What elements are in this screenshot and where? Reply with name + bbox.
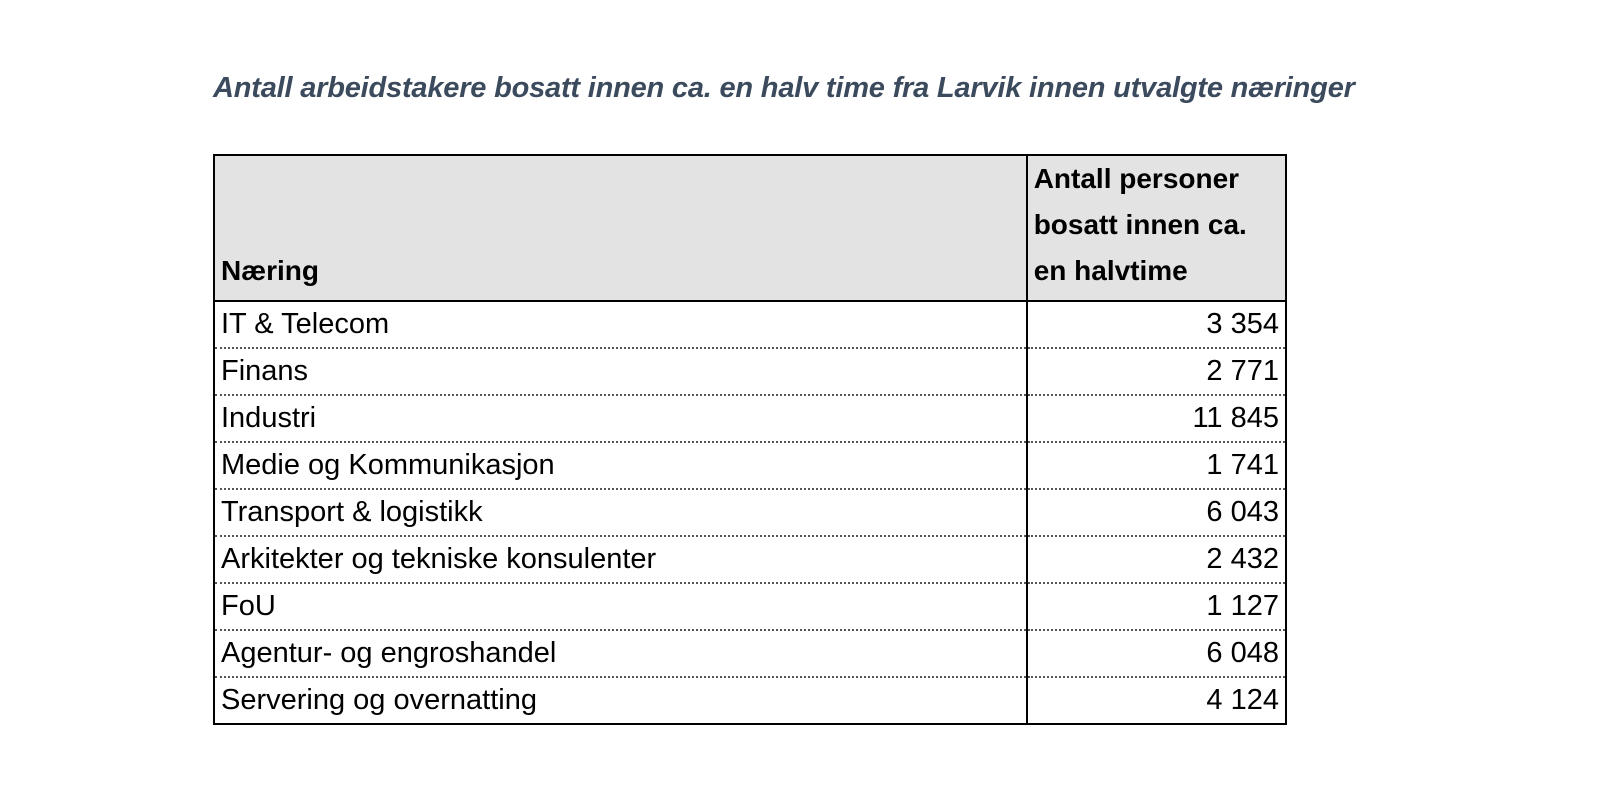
- naering-cell: Agentur- og engroshandel: [214, 630, 1027, 677]
- antall-cell: 11 845: [1027, 395, 1286, 442]
- column-header-antall: [1027, 155, 1286, 301]
- naering-cell: Finans: [214, 348, 1027, 395]
- page-title: Antall arbeidstakere bosatt innen ca. en halv time fra Larvik innen utvalgte næringer: [213, 72, 1355, 104]
- table-row: [214, 489, 1286, 536]
- naering-cell: FoU: [214, 583, 1027, 630]
- antall-cell: 4 124: [1206, 684, 1279, 716]
- table-header-row: [214, 155, 1286, 301]
- naering-cell: Industri: [214, 395, 1027, 442]
- column-header-naering: Næring: [214, 155, 1027, 301]
- table-row: [214, 677, 1286, 724]
- data-table: [213, 154, 1287, 725]
- naering-cell: Arkitekter og tekniske konsulenter: [214, 536, 1027, 583]
- naering-cell: Servering og overnatting: [214, 677, 1027, 724]
- naering-cell: IT & Telecom: [214, 301, 1027, 348]
- table-row: [214, 442, 1286, 489]
- antall-cell: 6 048: [1027, 630, 1286, 677]
- antall-cell: 1 741: [1027, 442, 1286, 489]
- table-row: [214, 583, 1286, 630]
- column-header-antall-line-2: bosatt innen ca.: [1033, 209, 1247, 240]
- column-header-antall-line-1: Antall personer: [1033, 163, 1240, 194]
- antall-cell: 2 771: [1027, 348, 1286, 395]
- table-row: [214, 536, 1286, 583]
- antall-cell: 6 043: [1027, 489, 1286, 536]
- table-row: [214, 395, 1286, 442]
- naering-cell: Medie og Kommunikasjon: [214, 442, 1027, 489]
- table-row: [214, 348, 1286, 395]
- column-header-antall-line-3: en halvtime: [1033, 255, 1188, 286]
- antall-cell: 1 127: [1027, 583, 1286, 630]
- naering-cell: Transport & logistikk: [214, 489, 1027, 536]
- table-row: [214, 301, 1286, 348]
- antall-cell: 2 432: [1027, 536, 1286, 583]
- table-row: [214, 630, 1286, 677]
- antall-cell: 3 354: [1027, 301, 1286, 348]
